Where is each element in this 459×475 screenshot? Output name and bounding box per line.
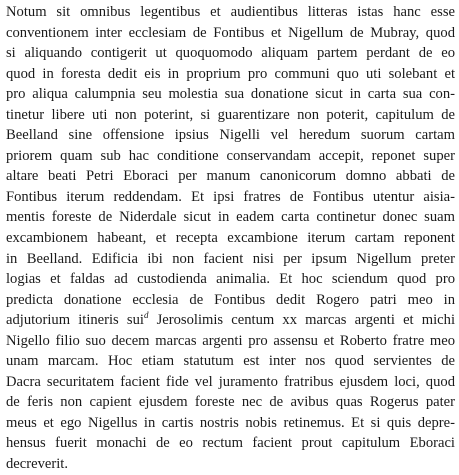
text-segment: Jerosolimis centum xx marcas argenti et michi — [148, 312, 455, 329]
footnote-marker: d — [143, 310, 149, 321]
text-line-6: tinetur libere uti non poterint, si guarentizare non poterit, capitulum de — [6, 106, 455, 123]
text-line-10: Fontibus iterum reddendam. Et ipsi fratres de Fontibus utentur aisia- — [6, 188, 455, 205]
text-line-14: logias et faldas ad custodienda animalia. Et hoc sciendum quod pro — [6, 271, 455, 288]
text-line-12: excambionem habeant, et recepta excambione iterum cartam reponent — [6, 230, 455, 247]
text-line-9: altare beati Petri Eboraci per manum canonicorum domno abbati de — [6, 168, 455, 185]
text-line-13: in Beelland. Edificia ibi non facient nisi per ipsum Nigellum preter — [6, 250, 455, 267]
text-line-17: Nigello filio suo decem marcas argenti pro assensu et Roberto fratre meo — [6, 332, 455, 349]
text-line-11: mentis foreste de Niderdale sicut in eadem carta continetur donec suam — [6, 209, 455, 226]
text-line-5: pro aliqua calumpnia seu molestia sua donatione sicut in carta sua con- — [6, 86, 455, 103]
text-line-22: hensus fuerit monachi de eo rectum facient prout capitulum Eboraci — [6, 435, 455, 452]
text-line-20: de feris non capient ejusdem foreste nec de avibus quas Rogerus pater — [6, 394, 455, 411]
text-line-21: meus et ego Nigellus in cartis nostris nobis retinemus. Et si quis depre- — [6, 414, 455, 431]
text-line-2: conventionem inter ecclesiam de Fontibus et Nigellum de Mubray, quod — [6, 24, 455, 41]
text-line-8: priorem quam sub hac conditione conservandam accepit, reponet super — [6, 147, 455, 164]
text-segment: adjutorium itineris sui — [6, 312, 144, 329]
text-line-19: Dacra securitatem facient fide vel juramento fratribus ejusdem loci, quod — [6, 373, 455, 390]
text-line-18: unam marcam. Hoc etiam statutum est inter nos quod servientes de — [6, 353, 455, 370]
text-line-1: Notum sit omnibus legentibus et audientibus litteras istas hanc esse — [6, 4, 455, 20]
text-line-16 — [6, 310, 455, 331]
text-line-7: Beelland sine offensione ipsius Nigelli vel heredum suorum cartam — [6, 127, 455, 144]
text-line-15: predicta donatione ecclesia de Fontibus dedit Rogero patri meo in — [6, 291, 455, 308]
text-line-4: quod in foresta dedit eis in proprium pro communi quo uti solebant et — [6, 65, 455, 82]
text-line-3: si aliquando contigerit ut quoquomodo aliquam partem perdant de eo — [6, 45, 455, 62]
text-line-23: decreverit. — [6, 456, 68, 473]
